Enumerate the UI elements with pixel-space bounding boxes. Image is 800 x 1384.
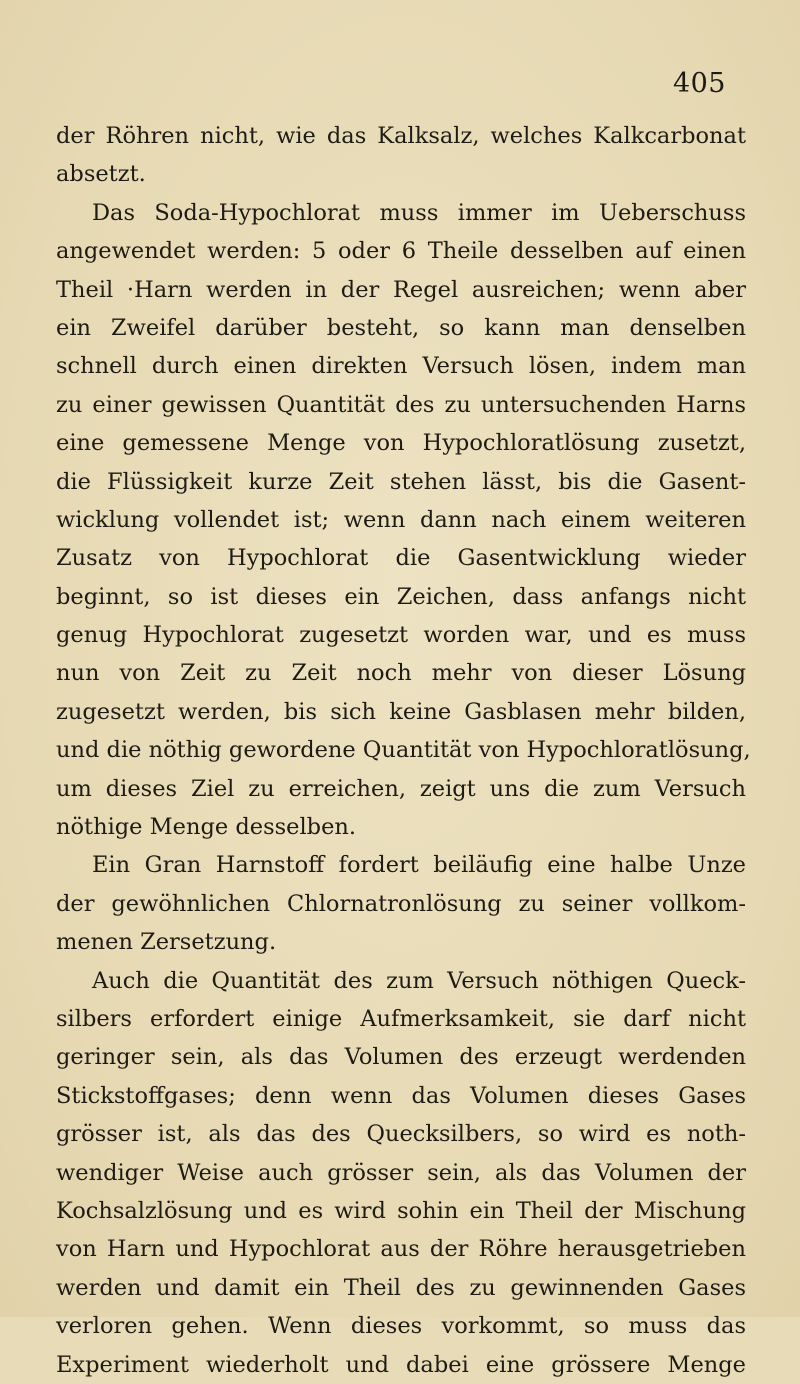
text-line: eine gemessene Menge von Hypochloratlösung zusetzt, [56, 430, 746, 457]
text-line: der Röhren nicht, wie das Kalksalz, welches Kalkcarbonat [56, 123, 746, 149]
text-line: zu einer gewissen Quantität des zu untersuchenden Harns [56, 391, 746, 418]
text-line: genug Hypochlorat zugesetzt worden war, und es muss [56, 622, 746, 649]
text-line: menen Zersetzung. [56, 929, 277, 956]
text-line: Das Soda-Hypochlorat muss immer im Ueberschuss [92, 199, 746, 226]
text-line: angewendet werden: 5 oder 6 Theile desselben auf einen [56, 238, 746, 265]
text-line: werden und damit ein Theil des zu gewinnenden Gases [56, 1274, 746, 1301]
text-line: nöthige Menge desselben. [56, 814, 357, 841]
body-text [56, 117, 751, 1384]
text-line: Theil ·Harn werden in der Regel ausreichen; wenn aber [56, 276, 746, 303]
text-line: beginnt, so ist dieses ein Zeichen, dass anfangs nicht [56, 583, 746, 610]
text-line: Auch die Quantität des zum Versuch nöthigen Queck- [92, 967, 746, 994]
text-line: wicklung vollendet ist; wenn dann nach einem weiteren [56, 506, 746, 533]
text-line: und die nöthig gewordene Quantität von Hypochloratlösung, [56, 737, 751, 764]
text-line: ein Zweifel darüber besteht, so kann man denselben [56, 314, 746, 341]
text-line: Stickstoffgases; denn wenn das Volumen dieses Gases [56, 1082, 746, 1109]
text-line: geringer sein, als das Volumen des erzeugt werdenden [56, 1044, 746, 1071]
text-line: Ein Gran Harnstoff fordert beiläufig eine halbe Unze [92, 852, 746, 879]
text-line: silbers erfordert einige Aufmerksamkeit, sie darf nicht [56, 1005, 746, 1032]
text-line: um dieses Ziel zu erreichen, zeigt uns die zum Versuch [56, 775, 746, 802]
text-line: von Harn und Hypochlorat aus der Röhre herausgetrieben [56, 1236, 746, 1263]
text-line: wendiger Weise auch grösser sein, als das Volumen der [56, 1159, 746, 1186]
text-line: Kochsalzlösung und es wird sohin ein Theil der Mischung [56, 1197, 746, 1224]
text-line: Zusatz von Hypochlorat die Gasentwicklung wieder [56, 545, 746, 572]
text-line: schnell durch einen direkten Versuch lösen, indem man [56, 353, 746, 380]
text-line: Experiment wiederholt und dabei eine grössere Menge [56, 1351, 746, 1378]
text-line: die Flüssigkeit kurze Zeit stehen lässt, bis die Gasent- [56, 468, 746, 495]
text-line: verloren gehen. Wenn dieses vorkommt, so muss das [56, 1313, 746, 1340]
text-line: grösser ist, als das des Quecksilbers, so wird es noth- [56, 1121, 746, 1148]
text-line: nun von Zeit zu Zeit noch mehr von dieser Lösung [56, 660, 746, 687]
text-line: der gewöhnlichen Chlornatronlösung zu seiner vollkom- [56, 890, 746, 917]
text-line: zugesetzt werden, bis sich keine Gasblasen mehr bilden, [56, 698, 746, 725]
page-number: 405 [672, 68, 726, 99]
text-line: absetzt. [56, 161, 146, 188]
